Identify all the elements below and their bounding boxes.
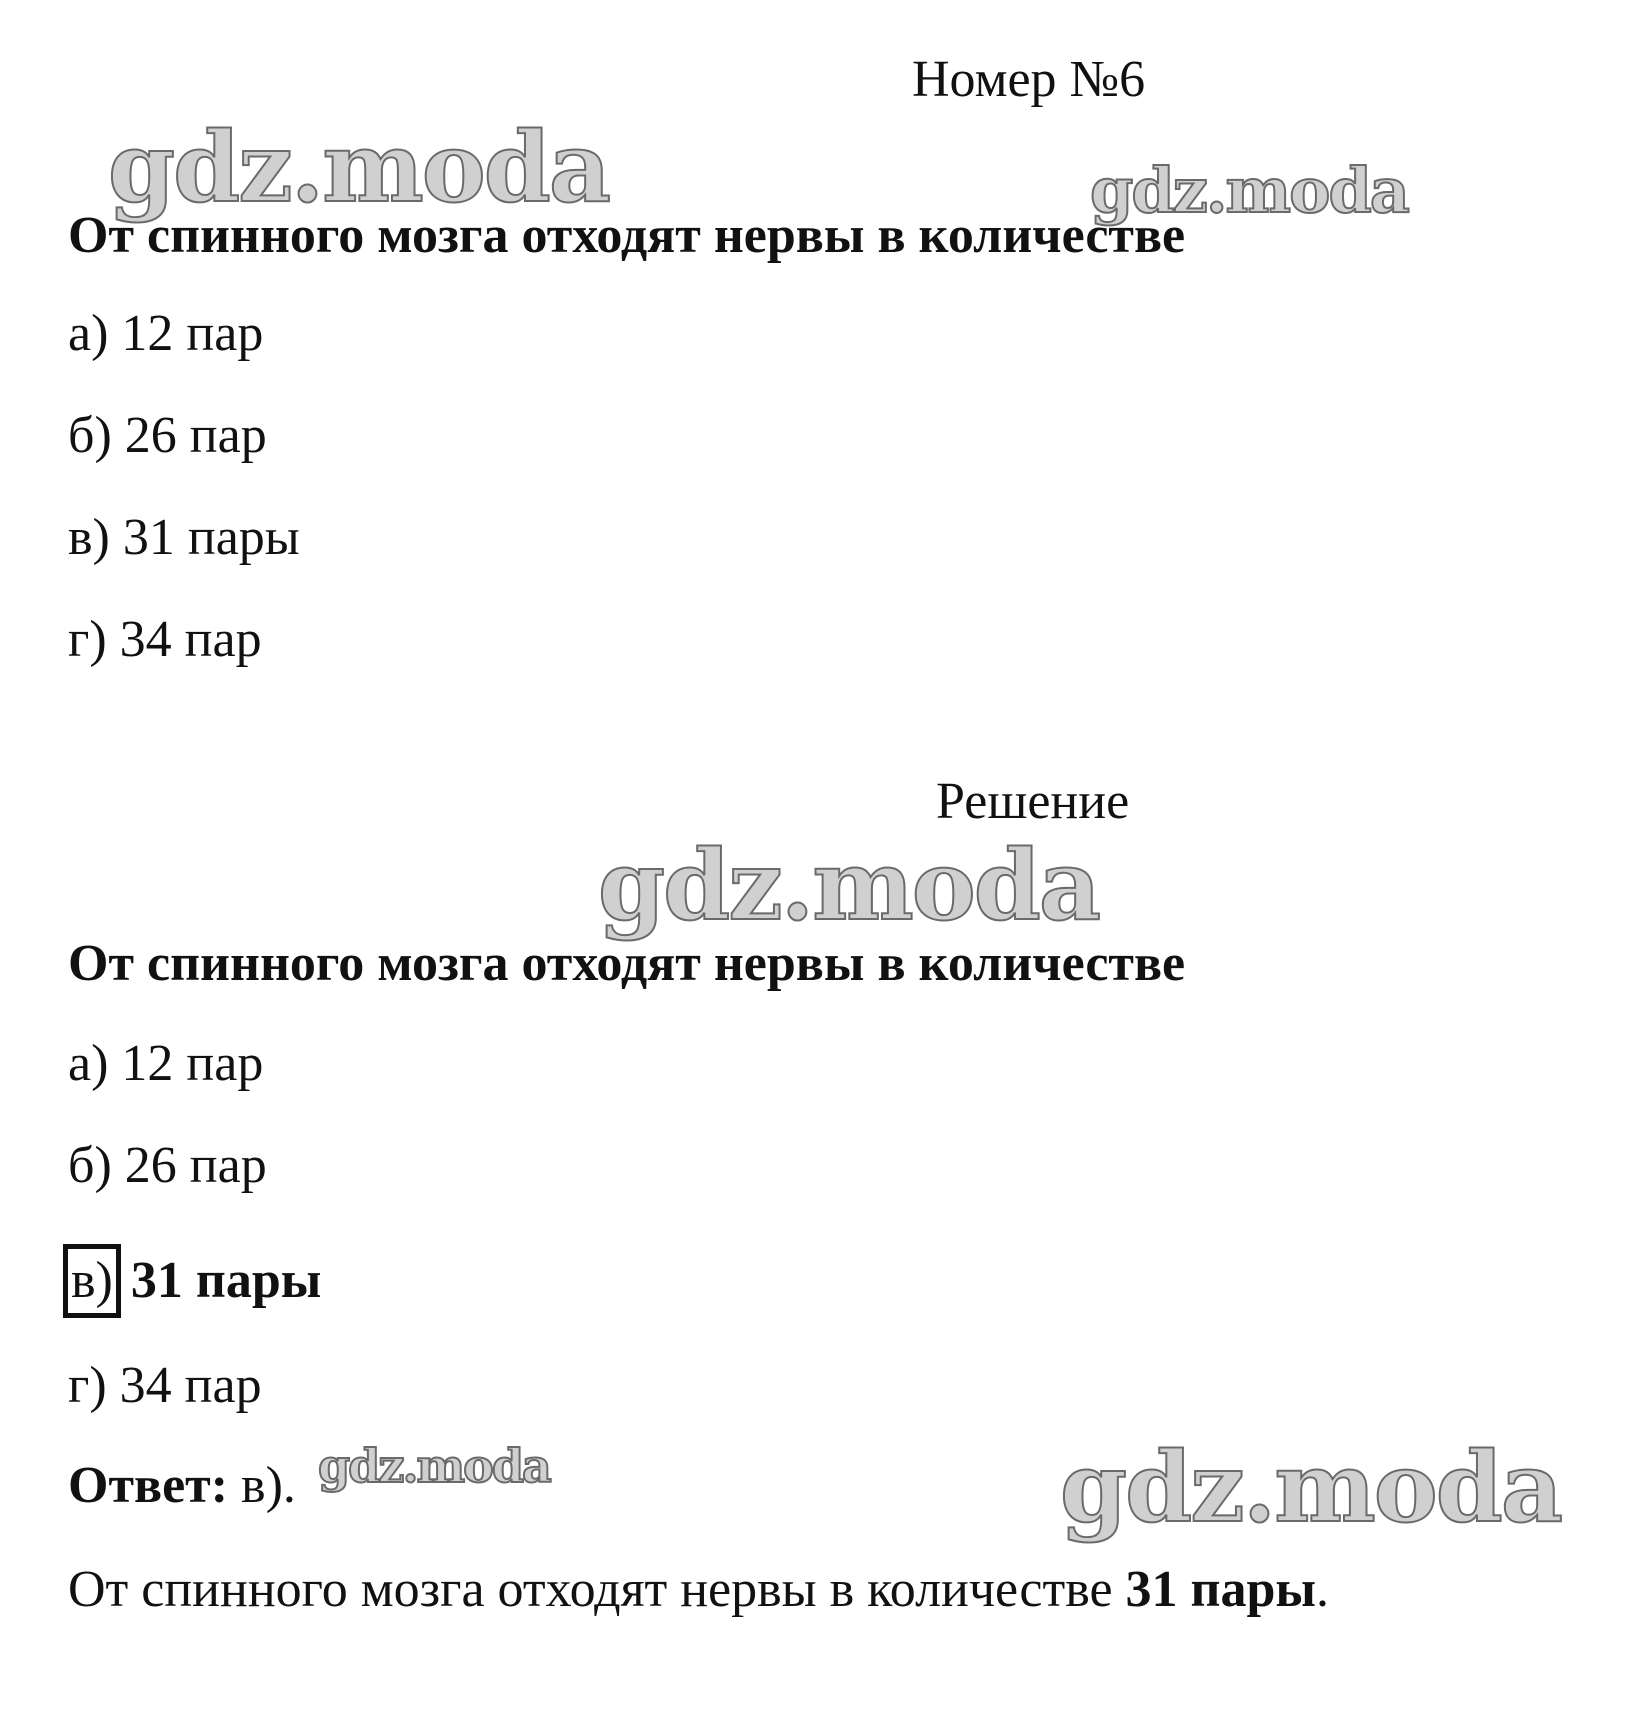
option-text: 31 пары <box>130 1252 322 1309</box>
question-text: От спинного мозга отходят нервы в количестве <box>68 207 1186 264</box>
option-text: 26 пар <box>124 1137 267 1194</box>
watermark-logo: gdz.moda <box>108 111 610 224</box>
solution-option-d <box>68 1356 262 1416</box>
question-option-b <box>68 406 267 466</box>
option-text: 12 пар <box>121 305 264 362</box>
option-letter: г) <box>68 1357 107 1414</box>
page-title: Номер №6 <box>912 51 1146 108</box>
explanation-period: . <box>1316 1561 1330 1618</box>
solution-option-a <box>68 1034 263 1094</box>
answer-line <box>68 1456 296 1516</box>
option-text: 31 пары <box>122 509 300 566</box>
option-letter: в) <box>68 509 110 566</box>
option-letter: б) <box>68 1137 112 1194</box>
option-text: 12 пар <box>121 1035 264 1092</box>
option-letter: а) <box>68 305 109 362</box>
solution-question-text: От спинного мозга отходят нервы в количестве <box>68 935 1186 992</box>
watermark-logo: gdz.moda <box>318 1439 550 1493</box>
question-option-a <box>68 304 263 364</box>
watermark-logo: gdz.moda <box>1060 1431 1562 1544</box>
option-letter: г) <box>68 611 107 668</box>
explanation-line <box>68 1560 1329 1620</box>
solution-option-b <box>68 1136 267 1196</box>
watermark-logo: gdz.moda <box>598 829 1100 942</box>
option-letter: б) <box>68 407 112 464</box>
option-text: 26 пар <box>124 407 267 464</box>
explanation-answer: 31 пары <box>1125 1561 1317 1618</box>
option-text: 34 пар <box>119 611 262 668</box>
answer-value: в). <box>241 1457 296 1514</box>
question-option-d <box>68 610 262 670</box>
question-option-c <box>68 508 300 568</box>
option-letter: а) <box>68 1035 109 1092</box>
correct-answer-box: в) <box>63 1244 121 1318</box>
solution-option-c-correct <box>68 1244 321 1318</box>
answer-label: Ответ: <box>68 1457 229 1514</box>
explanation-text: От спинного мозга отходят нервы в количестве <box>68 1561 1113 1618</box>
watermark-logo: gdz.moda <box>1090 154 1408 227</box>
option-text: 34 пар <box>119 1357 262 1414</box>
solution-title: Решение <box>936 773 1130 830</box>
